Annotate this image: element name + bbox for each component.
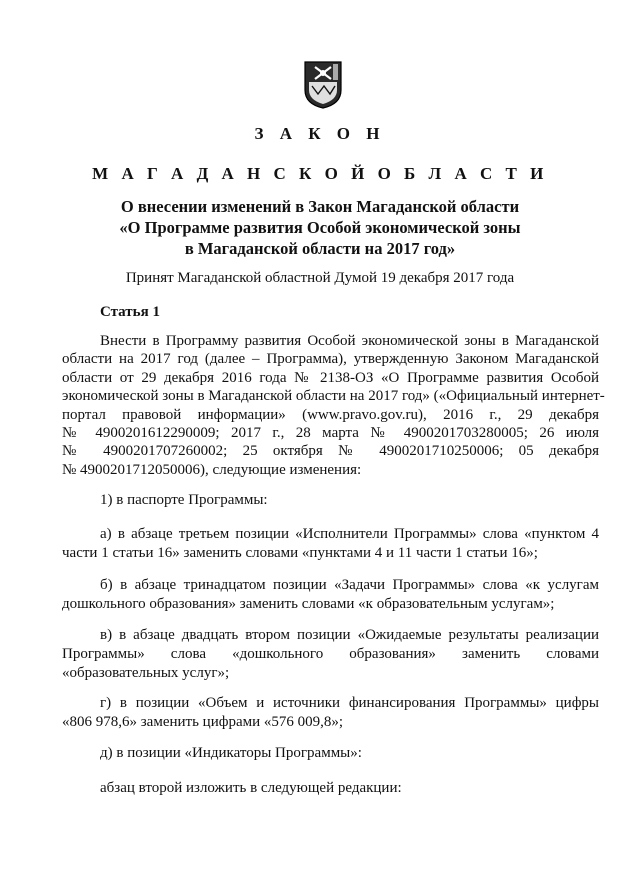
paragraph-line: «образовательных услуг»; bbox=[62, 665, 230, 681]
paragraph-line: абзац второй изложить в следующей редакции: bbox=[100, 780, 402, 796]
subject-line: «О Программе развития Особой экономической зоны bbox=[119, 218, 521, 237]
paragraph-line: дошкольного образования» заменить словами «к образовательным услугам»; bbox=[62, 596, 555, 612]
paragraph-line: № 4900201612290009; 2017 г., 28 марта № 4900201703280005; 26 июля bbox=[62, 425, 599, 442]
paragraph-line: № 4900201707260002; 25 октября № 4900201710250006; 05 декабря bbox=[62, 443, 599, 460]
item-d-indicators bbox=[62, 744, 599, 763]
paragraph-line: № 4900201712050006), следующие изменения: bbox=[62, 461, 362, 478]
subject-line: в Магаданской области на 2017 год» bbox=[184, 239, 456, 258]
adoption-note: Принят Магаданской областной Думой 19 декабря 2017 года bbox=[125, 270, 515, 286]
paragraph-line: б) в абзаце тринадцатом позиции «Задачи Программы» слова «к услугам bbox=[100, 577, 599, 593]
item-g-financing bbox=[62, 694, 599, 732]
item-1-passport bbox=[62, 491, 599, 510]
law-subject-heading bbox=[60, 196, 580, 259]
region-title: М А Г А Д А Н С К О Й О Б Л А С Т И bbox=[92, 164, 548, 183]
article-intro-paragraph bbox=[62, 332, 605, 479]
subject-line: О внесении изменений в Закон Магаданской области bbox=[120, 197, 520, 216]
document-type-title: З А К О Н bbox=[254, 124, 386, 143]
magadan-coat-of-arms-icon bbox=[302, 60, 344, 110]
item-b-tasks bbox=[62, 576, 599, 614]
paragraph-line: Внести в Программу развития Особой экономической зоны в Магаданской bbox=[100, 333, 599, 349]
paragraph-line: области от 29 декабря 2016 года № 2138-ОЗ «О Программе развития Особой bbox=[62, 369, 599, 386]
paragraph-line: а) в абзаце третьем позиции «Исполнители Программы» слова «пунктом 4 bbox=[100, 526, 599, 542]
item-a-executors bbox=[62, 525, 599, 563]
paragraph-line: в) в абзаце двадцать втором позиции «Ожидаемые результаты реализации bbox=[100, 627, 599, 643]
paragraph-line: г) в позиции «Объем и источники финансирования Программы» цифры bbox=[100, 695, 599, 711]
paragraph-line: области на 2017 год (далее – Программа), утвержденную Законом Магаданской bbox=[62, 351, 599, 368]
paragraph-line: части 1 статьи 16» заменить словами «пунктами 4 и 11 части 1 статьи 16»; bbox=[62, 545, 538, 561]
paragraph-line: д) в позиции «Индикаторы Программы»: bbox=[100, 745, 362, 761]
paragraph-line: портал правовой информации» (www.pravo.gov.ru), 2016 г., 29 декабря bbox=[62, 406, 599, 423]
paragraph-line: экономической зоны в Магаданской области на 2017 год» («Официальный интернет- bbox=[62, 388, 605, 405]
paragraph-line: 1) в паспорте Программы: bbox=[100, 492, 268, 508]
paragraph-line: Программы» слова «дошкольного образования» заменить словами bbox=[62, 646, 599, 662]
item-v-expected-results bbox=[62, 626, 599, 683]
paragraph-line: «806 978,6» заменить цифрами «576 009,8»; bbox=[62, 714, 344, 730]
item-e-second-paragraph bbox=[62, 779, 599, 798]
article-title: Статья 1 bbox=[100, 304, 160, 320]
